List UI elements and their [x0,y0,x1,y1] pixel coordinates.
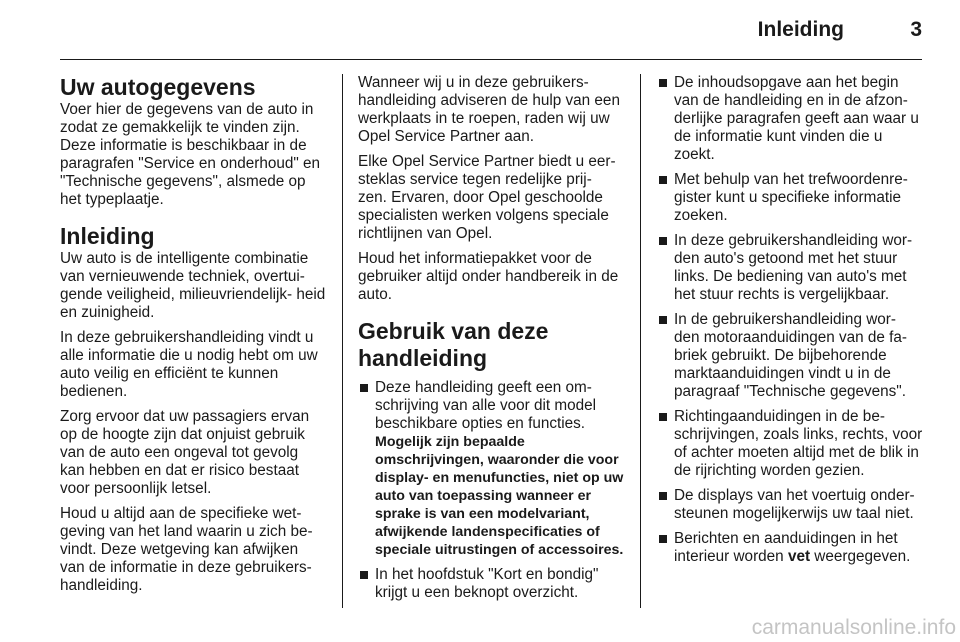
paragraph: Zorg ervoor dat uw passagiers ervan op de hoogte zijn dat onjuist gebruik van de auto een ongeval tot gevolg kan hebben en dat er risico bestaat voor persoonlijk letsel. [60,408,310,497]
list-item: In de gebruikershandleiding wor- den motoraanduidingen van de fa- briek gebruikt. De bijbehorende marktaanduidingen vindt u in de paragraaf "Technische gegevens". [657,311,925,401]
list-item [358,566,624,602]
bold-word: vet [787,548,811,565]
section-heading-autogegevens: Uw autogegevens [60,74,256,100]
paragraph: Houd u altijd aan de specifieke wet- geving van het land waarin u zich be- vindt. Deze wetgeving kan afwijken van de informatie in deze gebruikers- handleiding. [60,505,313,594]
list-item: Richtingaanduidingen in de be- schrijvingen, zoals links, rechts, voor of achter moeten altijd met de blik in de rijrichting worden gezien. [657,408,925,480]
list-item-text: In het hoofdstuk "Kort en bondig" krijgt u een beknopt overzicht. [375,566,599,601]
list-item: De inhoudsopgave aan het begin van de handleiding en in de afzon- derlijke paragrafen geeft aan waar u de informatie kunt vinden die u zoekt. [657,74,925,164]
bullet-list [358,379,624,602]
list-item [358,379,624,559]
paragraph: Elke Opel Service Partner biedt u eer- steklas service tegen redelijke prij- zen. Ervaren, door Opel geschoolde specialisten werken volgens speciale richtlijnen van Opel. [358,153,616,242]
paragraph: Uw auto is de intelligente combinatie van vernieuwende techniek, overtui- gende veiligheid, milieuvriendelijk- heid en zuinigheid. [60,250,326,321]
page-header [0,0,960,60]
list-item-text: weergegeven. [810,548,911,565]
page-number: 3 [910,18,922,41]
paragraph: In deze gebruikershandleiding vindt u alle informatie die u nodig hebt om uw auto veilig en efficiënt te kunnen bedienen. [60,329,318,400]
list-item: Met behulp van het trefwoordenre- gister kunt u specifieke informatie zoeken. [657,171,925,225]
list-item: In deze gebruikershandleiding wor- den auto's getoond met het stuur links. De bediening van auto's met het stuur rechts is vergelijkbaar. [657,232,925,304]
bold-note: Mogelijk zijn bepaalde omschrijvingen, waaronder die voor display- en menufuncties, niet op uw auto van toepassing wanneer er sprake is van een modelvariant, afwijkende landenspecificaties of speciale uitrustingen of accessoires. [375,434,624,558]
header-title: Inleiding [757,18,844,41]
list-item-text: Berichten en aanduidingen in het interieur worden [674,530,898,565]
list-item: De displays van het voertuig onder- steunen mogelijkerwijs uw taal niet. [657,487,925,523]
section-heading-gebruik: Gebruik van deze handleiding [358,318,549,371]
bullet-list [657,74,925,566]
column-3 [657,74,925,573]
paragraph: Voer hier de gegevens van de auto in zodat ze gemakkelijk te vinden zijn. Deze informatie is beschikbaar in de paragrafen "Service en onderhoud" en "Technische gegevens", alsmede op het typeplaatje. [60,101,321,208]
list-item-text: Deze handleiding geeft een om- schrijving van alle voor dit model beschikbare opties en functies. [375,379,597,432]
watermark: carmanualsonline.info [751,616,956,639]
column-divider [342,74,343,608]
column-1 [60,74,326,602]
paragraph: Wanneer wij u in deze gebruikers- handleiding adviseren de hulp van een werkplaats in te roepen, raden wij uw Opel Service Partner aan. [358,74,620,145]
column-2 [358,74,624,609]
column-divider [640,74,641,608]
section-heading-inleiding: Inleiding [60,223,155,249]
list-item [657,530,925,566]
header-divider [60,59,922,60]
paragraph: Houd het informatiepakket voor de gebruiker altijd onder handbereik in de auto. [358,250,619,303]
